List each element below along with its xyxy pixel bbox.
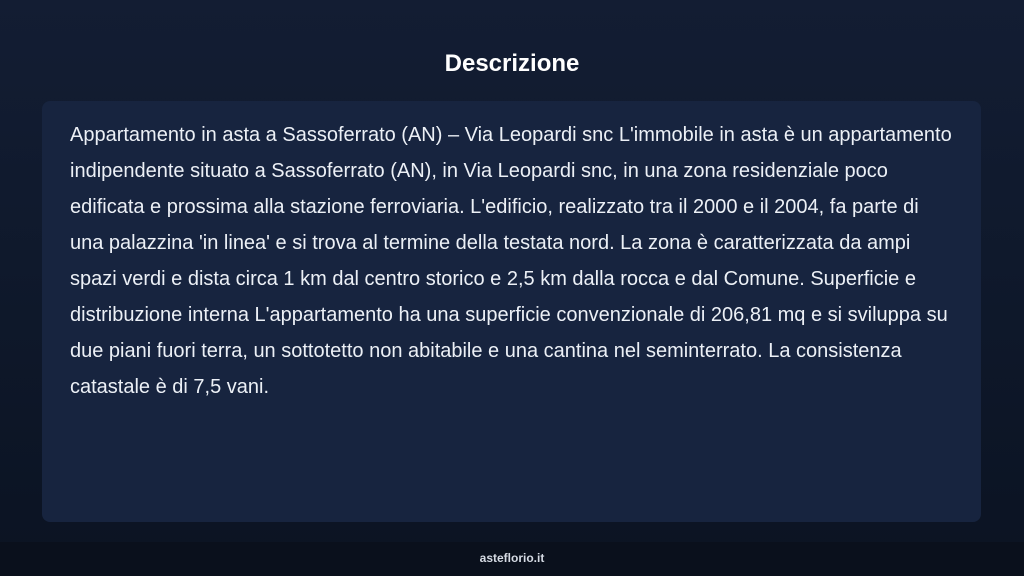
description-card	[42, 101, 981, 522]
footer-brand: asteflorio.it	[479, 551, 545, 565]
footer-bar	[0, 542, 1024, 576]
description-text: Appartamento in asta a Sassoferrato (AN) – Via Leopardi snc L'immobile in asta è un appartamento indipendente situato a Sassoferrato (AN), in Via Leopardi snc, in una zona residenziale poco edificata e prossima alla stazione ferroviaria. L'edificio, realizzato tra il 2000 e il 2004, fa parte di una palazzina 'in linea' e si trova al termine della testata nord. La zona è caratterizzata da ampi spazi verdi e dista circa 1 km dal centro storico e 2,5 km dalla rocca e dal Comune. Superficie e distribuzione interna L'appartamento ha una superficie convenzionale di 206,81 mq e si sviluppa su due piani fuori terra, un sottotetto non abitabile e una cantina nel seminterrato. La consistenza catastale è di 7,5 vani.	[70, 124, 952, 398]
page-title: Descrizione	[444, 50, 580, 77]
